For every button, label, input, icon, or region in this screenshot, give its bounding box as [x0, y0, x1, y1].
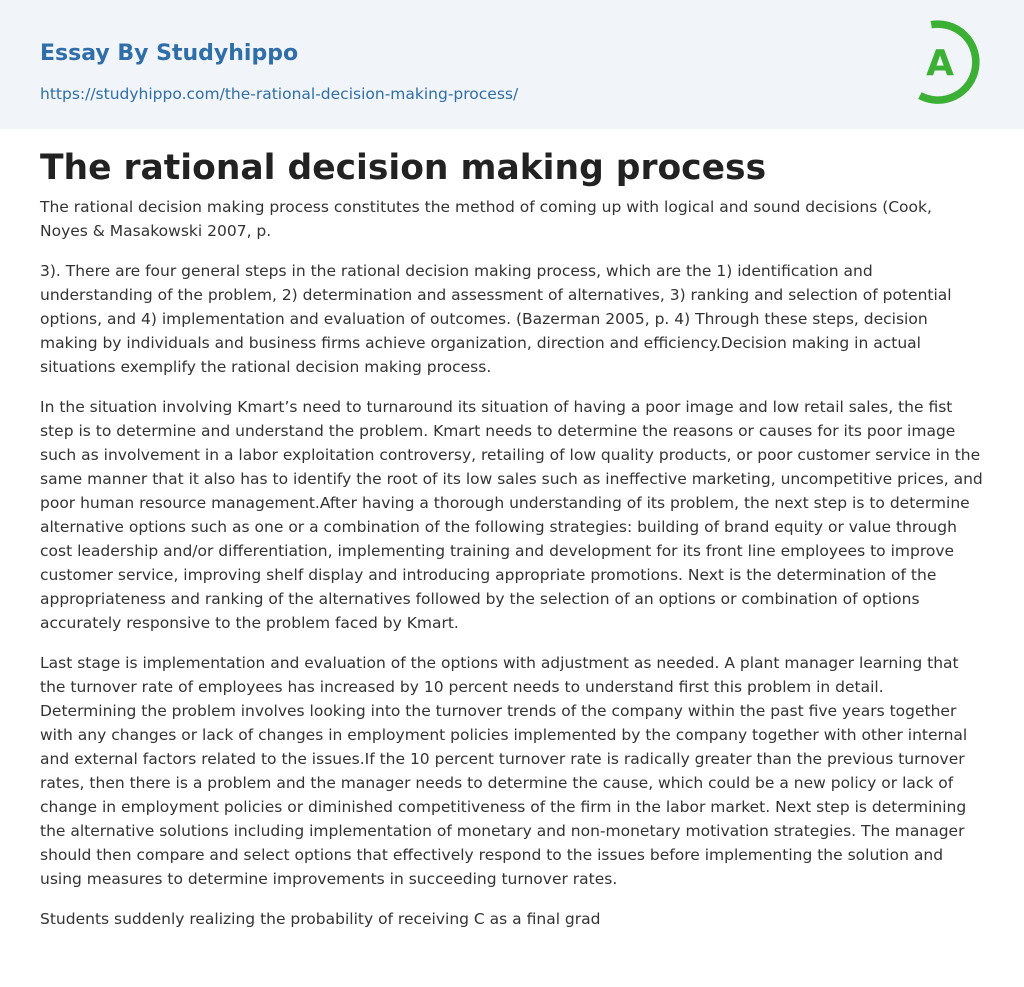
article-paragraph: In the situation involving Kmart’s need to turnaround its situation of having a poor image and low retail sales, the fist step is to determine and understand the problem. Kmart needs to determine the reasons or causes for its poor image such as involvement in a labor exploitation controversy, retailing of low quality products, or poor customer service in the same manner that it also has to identify the root of its low sales such as ineffective marketing, uncompetitive prices, and poor human resource management.After having a thorough understanding of its problem, the next step is to determine alternative options such as one or a combination of the following strategies: building of brand equity or value through cost leadership and/or differentiation, implementing training and development for its front line employees to improve customer service, improving shelf display and introducing appropriate promotions. Next is the determination of the appropriateness and ranking of the alternatives followed by the selection of an options or combination of options accurately responsive to the problem faced by Kmart.	[40, 398, 983, 632]
article-paragraph: Students suddenly realizing the probability of receiving C as a final grad	[40, 910, 601, 928]
article-title: The rational decision making process	[40, 148, 767, 188]
logo-letter: A	[926, 43, 954, 84]
article-url-link[interactable]: https://studyhippo.com/the-rational-decision-making-process/	[40, 85, 519, 103]
site-brand[interactable]: Essay By Studyhippo	[40, 41, 299, 66]
article-paragraph: Last stage is implementation and evaluation of the options with adjustment as needed. A plant manager learning that the turnover rate of employees has increased by 10 percent needs to understand first this problem in detail. Determining the problem involves looking into the turnover trends of the company within the past five years together with any changes or lack of changes in employment policies implemented by the company together with other internal and external factors related to the issues.If the 10 percent turnover rate is radically greater than the previous turnover rates, then there is a problem and the manager needs to determine the cause, which could be a new policy or lack of change in employment policies or diminished competitiveness of the firm in the labor market. Next step is determining the alternative solutions including implementation of monetary and non-monetary motivation strategies. The manager should then compare and select options that effectively respond to the issues before implementing the solution and using measures to determine improvements in succeeding turnover rates.	[40, 654, 968, 888]
article-paragraph: 3). There are four general steps in the rational decision making process, which are the 1) identification and understanding of the problem, 2) determination and assessment of alternatives, 3) ranking and selection of potential options, and 4) implementation and evaluation of outcomes. (Bazerman 2005, p. 4) Through these steps, decision making by individuals and business firms achieve organization, direction and efficiency.Decision making in actual situations exemplify the rational decision making process.	[40, 262, 952, 376]
studyhippo-logo-icon[interactable]	[912, 19, 986, 105]
article-paragraph: The rational decision making process constitutes the method of coming up with logical and sound decisions (Cook, Noyes & Masakowski 2007, p.	[40, 198, 932, 240]
site-header	[0, 0, 1024, 129]
article-body	[0, 129, 1024, 931]
